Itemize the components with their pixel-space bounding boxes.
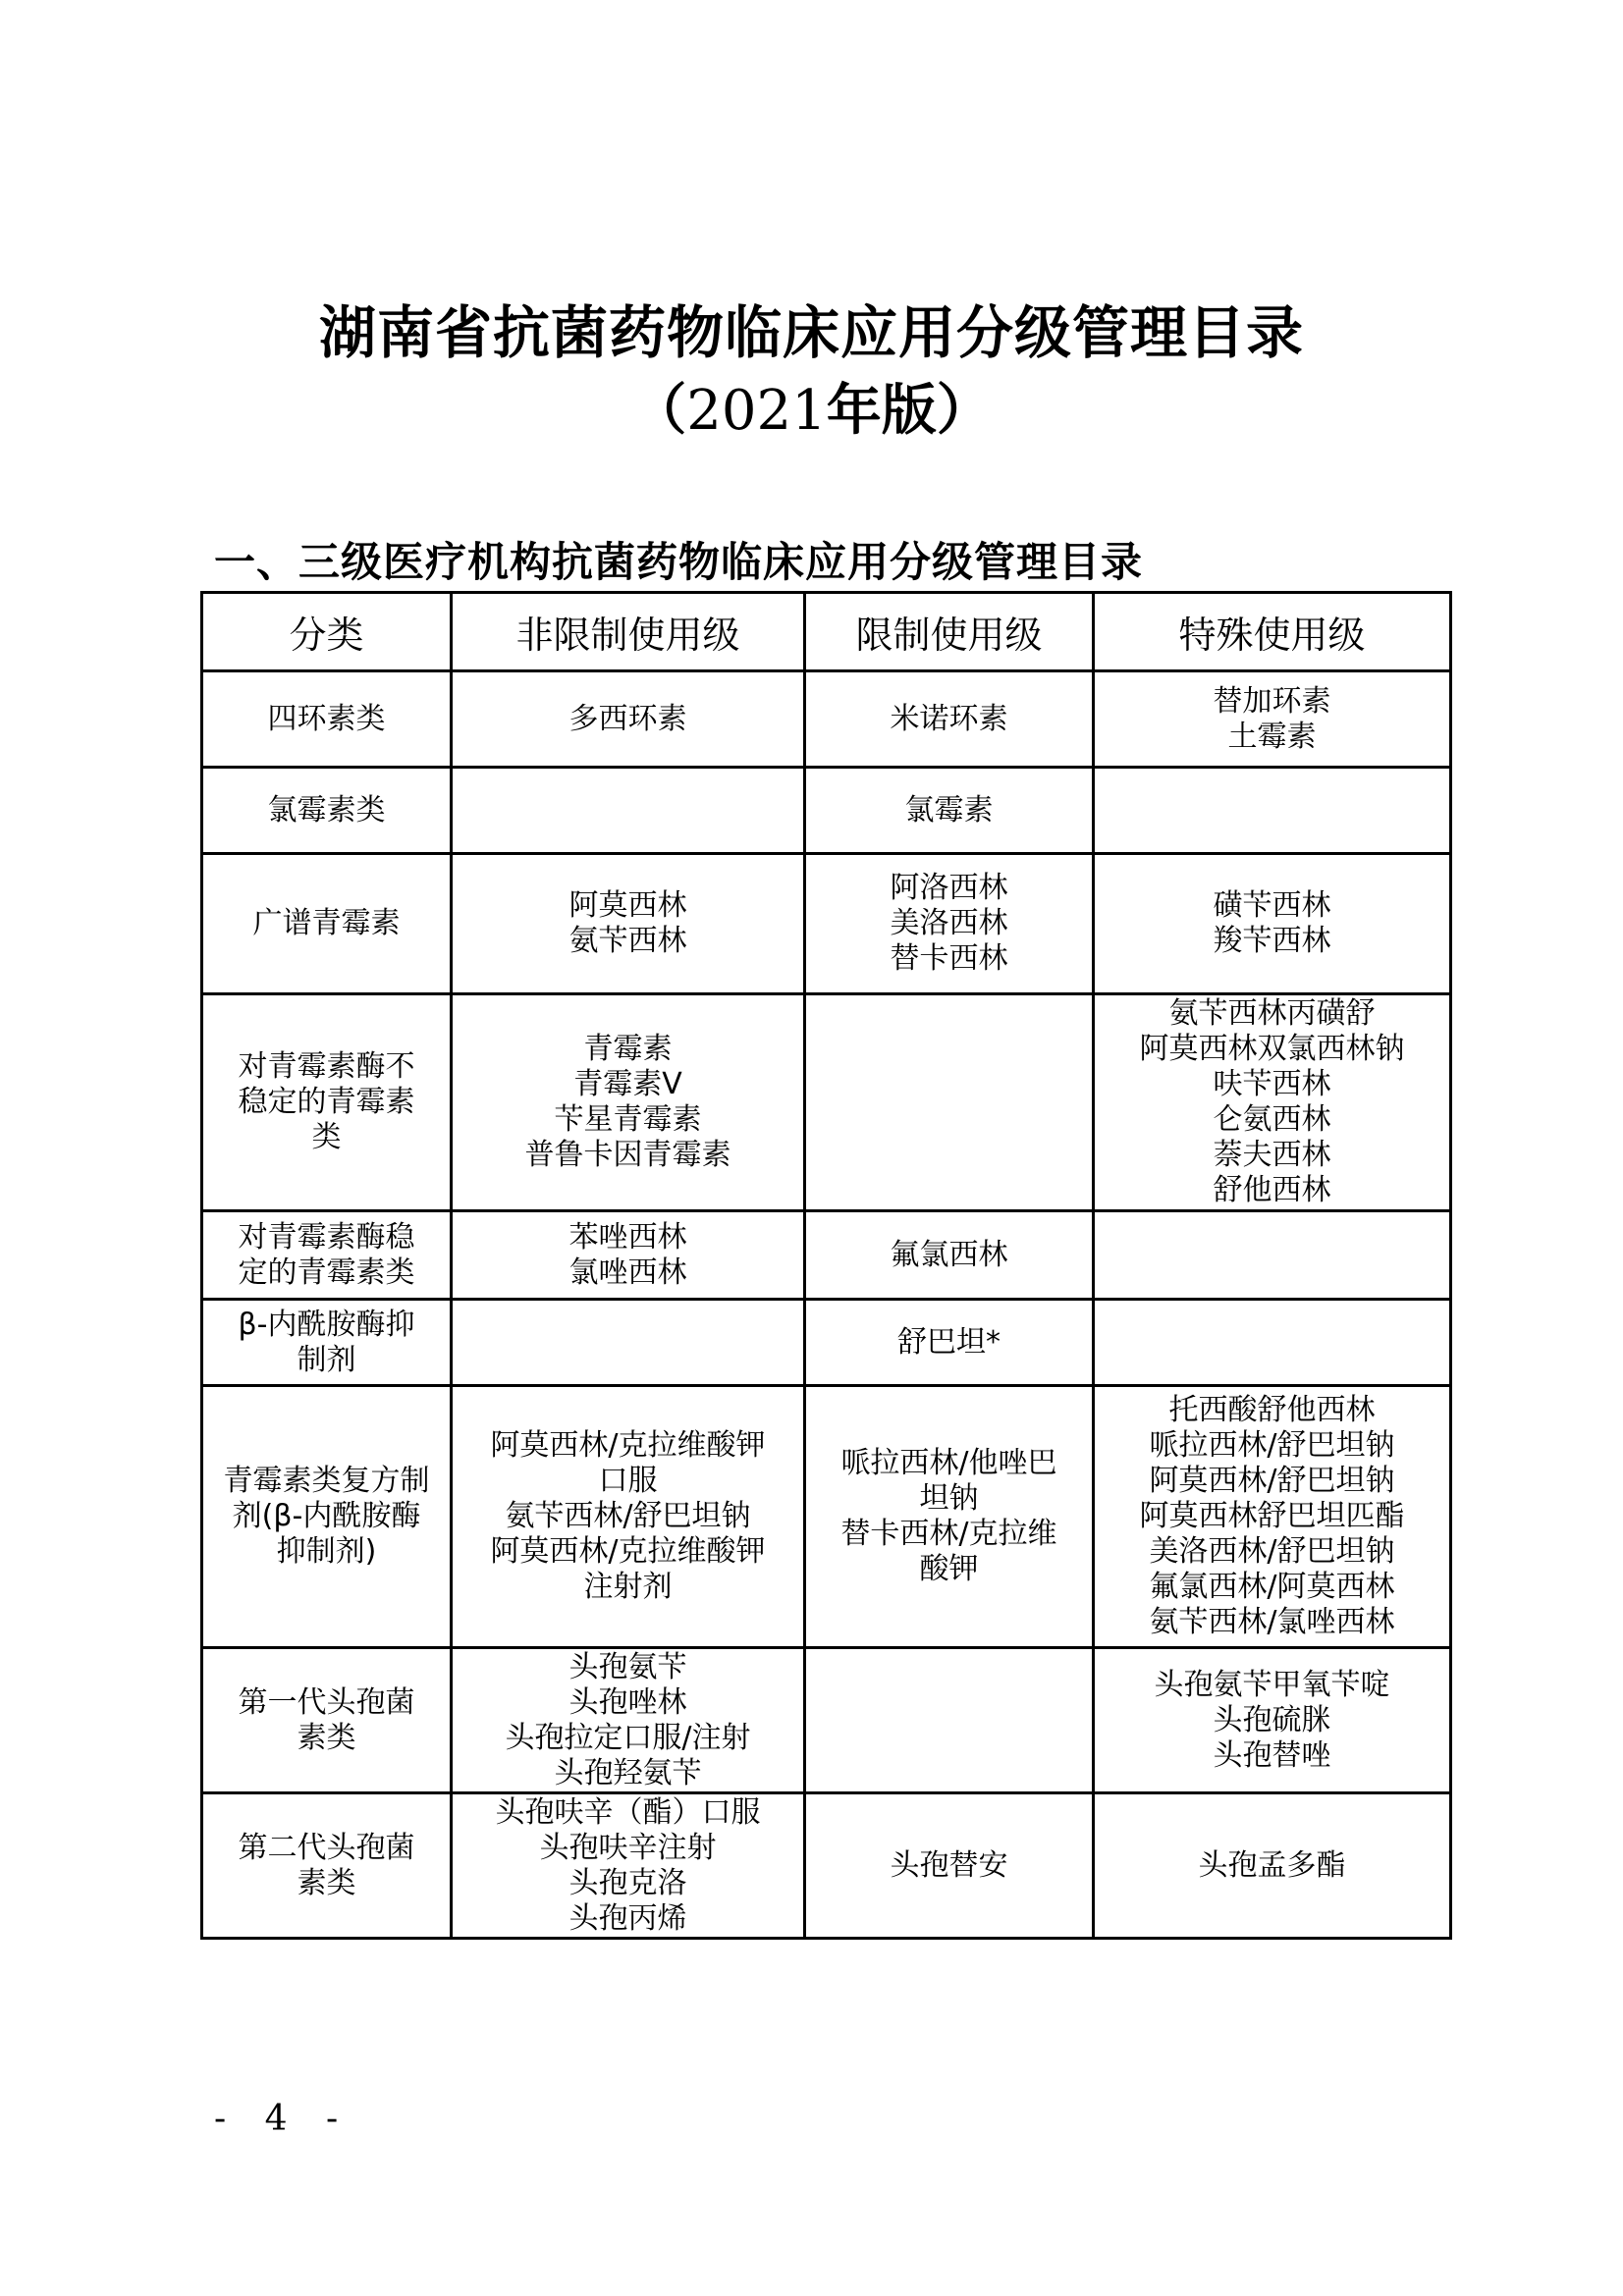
cell-line: 舒巴坦* — [897, 1324, 1001, 1360]
cell-line: 阿莫西林/克拉维酸钾 — [490, 1428, 766, 1463]
table-row — [202, 671, 1451, 768]
subtitle-year: 2021 — [686, 379, 827, 443]
header-unrestricted: 非限制使用级 — [452, 593, 805, 671]
cell-line: 仑氨西林 — [1213, 1102, 1331, 1137]
cell-line: 替卡西林 — [890, 941, 1008, 976]
table-row — [202, 1386, 1451, 1648]
cell-line: 青霉素 — [583, 1032, 673, 1066]
cell-line: 氨苄西林/氯唑西林 — [1149, 1605, 1395, 1639]
cell-line: 土霉素 — [1227, 719, 1317, 754]
header-restricted: 限制使用级 — [805, 593, 1094, 671]
cell-restricted — [805, 1386, 1094, 1648]
cell-line: 对青霉素酶稳 — [238, 1219, 415, 1255]
antibiotic-table — [200, 591, 1452, 1940]
cell-line: 头孢克洛 — [568, 1865, 687, 1900]
cell-line: 头孢唑林 — [568, 1684, 687, 1720]
subtitle-close: ） — [936, 378, 992, 443]
cell-line: 头孢替唑 — [1213, 1737, 1331, 1773]
cell-line: 头孢呋辛注射 — [539, 1830, 717, 1865]
cell-line: 青霉素类复方制 — [223, 1464, 430, 1498]
cell-line: 米诺环素 — [890, 701, 1008, 736]
header-category: 分类 — [202, 593, 452, 671]
cell-restricted — [805, 1211, 1094, 1300]
cell-line: 托西酸舒他西林 — [1168, 1393, 1376, 1427]
cell-unrestricted — [452, 994, 805, 1211]
cell-special — [1094, 671, 1451, 768]
cell-line: 普鲁卡因青霉素 — [524, 1138, 731, 1172]
cell-line: 青霉素V — [573, 1067, 682, 1101]
cell-restricted — [805, 671, 1094, 768]
cell-line: 头孢呋辛（酯）口服 — [495, 1794, 761, 1830]
subtitle-suffix: 年版 — [826, 378, 937, 443]
cell-line: 氨苄西林 — [568, 924, 687, 958]
cell-unrestricted — [452, 1300, 805, 1386]
cell-line: 酸钾 — [919, 1552, 979, 1586]
cell-line: 替加环素 — [1213, 683, 1331, 719]
cell-line: 阿莫西林舒巴坦匹酯 — [1139, 1499, 1405, 1533]
cell-restricted — [805, 1648, 1094, 1793]
cell-line: 稳定的青霉素 — [238, 1085, 415, 1119]
cell-category — [202, 1648, 452, 1793]
table-row — [202, 994, 1451, 1211]
cell-line: 美洛西林 — [890, 906, 1008, 940]
cell-line: 头孢氨苄甲氧苄啶 — [1154, 1667, 1390, 1702]
cell-line: 氟氯西林 — [890, 1237, 1008, 1272]
cell-line: 氯唑西林 — [568, 1255, 687, 1290]
cell-line: 第一代头孢菌 — [238, 1684, 415, 1720]
table-row — [202, 1211, 1451, 1300]
cell-line: 头孢羟氨苄 — [554, 1755, 702, 1790]
cell-line: 口服 — [598, 1464, 658, 1498]
cell-category — [202, 768, 452, 854]
cell-line: 舒他西林 — [1213, 1173, 1331, 1207]
cell-line: 美洛西林/舒巴坦钠 — [1149, 1534, 1395, 1569]
cell-line: 抑制剂) — [276, 1534, 377, 1569]
cell-category — [202, 1211, 452, 1300]
cell-special — [1094, 768, 1451, 854]
cell-line: 类 — [311, 1120, 342, 1154]
cell-special — [1094, 1648, 1451, 1793]
cell-unrestricted — [452, 768, 805, 854]
cell-special — [1094, 854, 1451, 994]
cell-line: 哌拉西林/舒巴坦钠 — [1149, 1428, 1395, 1463]
cell-line: 头孢孟多酯 — [1198, 1847, 1346, 1883]
cell-category — [202, 854, 452, 994]
cell-line: 第二代头孢菌 — [238, 1830, 415, 1865]
header-special: 特殊使用级 — [1094, 593, 1451, 671]
cell-line: 头孢氨苄 — [568, 1649, 687, 1684]
cell-line: 广谱青霉素 — [252, 906, 401, 940]
cell-category — [202, 671, 452, 768]
cell-line: 多西环素 — [568, 701, 687, 736]
cell-line: 头孢替安 — [890, 1847, 1008, 1883]
cell-special — [1094, 1793, 1451, 1939]
cell-line: 阿莫西林双氯西林钠 — [1139, 1032, 1405, 1066]
cell-line: 素类 — [297, 1865, 356, 1900]
cell-category — [202, 1300, 452, 1386]
cell-line: 苄星青霉素 — [554, 1102, 702, 1137]
cell-line: 头孢拉定口服/注射 — [505, 1720, 751, 1755]
document-title: 湖南省抗菌药物临床应用分级管理目录 — [318, 299, 1304, 366]
cell-line: 氨苄西林/舒巴坦钠 — [505, 1499, 751, 1533]
table-row — [202, 1300, 1451, 1386]
cell-line: 头孢硫脒 — [1213, 1702, 1331, 1737]
cell-line: 阿洛西林 — [890, 871, 1008, 905]
cell-line: 头孢丙烯 — [568, 1900, 687, 1936]
cell-line: 氯霉素类 — [267, 792, 386, 828]
cell-line: 氯霉素 — [904, 792, 994, 828]
cell-line: 氨苄西林丙磺舒 — [1168, 996, 1376, 1031]
cell-line: 四环素类 — [267, 701, 386, 736]
cell-line: 萘夫西林 — [1213, 1138, 1331, 1172]
table-header-row — [202, 593, 1451, 671]
page-number: - 4 - — [214, 2099, 352, 2139]
cell-line: 羧苄西林 — [1213, 924, 1331, 958]
table-row — [202, 1648, 1451, 1793]
cell-restricted — [805, 1300, 1094, 1386]
cell-category — [202, 1793, 452, 1939]
cell-unrestricted — [452, 1211, 805, 1300]
cell-line: 磺苄西林 — [1213, 888, 1331, 923]
cell-line: 注射剂 — [583, 1570, 673, 1604]
cell-restricted — [805, 854, 1094, 994]
table-row — [202, 1793, 1451, 1939]
cell-unrestricted — [452, 854, 805, 994]
cell-line: 替卡西林/克拉维 — [840, 1517, 1057, 1551]
cell-line: 氟氯西林/阿莫西林 — [1149, 1570, 1395, 1604]
section-heading: 一、三级医疗机构抗菌药物临床应用分级管理目录 — [214, 538, 1144, 586]
cell-unrestricted — [452, 1793, 805, 1939]
cell-special — [1094, 1300, 1451, 1386]
cell-line: 苯唑西林 — [568, 1219, 687, 1255]
cell-line: 定的青霉素类 — [238, 1255, 415, 1290]
cell-restricted — [805, 768, 1094, 854]
cell-line: 阿莫西林/克拉维酸钾 — [490, 1534, 766, 1569]
table-row — [202, 854, 1451, 994]
cell-line: β-内酰胺酶抑 — [238, 1307, 415, 1342]
cell-restricted — [805, 994, 1094, 1211]
cell-line: 剂(β-内酰胺酶 — [232, 1499, 421, 1533]
table-row — [202, 768, 1451, 854]
cell-restricted — [805, 1793, 1094, 1939]
cell-line: 对青霉素酶不 — [238, 1049, 415, 1084]
cell-unrestricted — [452, 1386, 805, 1648]
cell-line: 呋苄西林 — [1213, 1067, 1331, 1101]
cell-special — [1094, 1211, 1451, 1300]
cell-line: 坦钠 — [919, 1481, 979, 1516]
cell-line: 哌拉西林/他唑巴 — [840, 1446, 1057, 1480]
cell-category — [202, 994, 452, 1211]
cell-line: 制剂 — [297, 1342, 356, 1377]
cell-unrestricted — [452, 1648, 805, 1793]
cell-category — [202, 1386, 452, 1648]
cell-line: 阿莫西林 — [568, 888, 687, 923]
document-subtitle — [0, 367, 1623, 446]
cell-line: 阿莫西林/舒巴坦钠 — [1149, 1464, 1395, 1498]
cell-special — [1094, 994, 1451, 1211]
subtitle-open: （ — [631, 378, 687, 443]
cell-unrestricted — [452, 671, 805, 768]
cell-special — [1094, 1386, 1451, 1648]
cell-line: 素类 — [297, 1720, 356, 1755]
